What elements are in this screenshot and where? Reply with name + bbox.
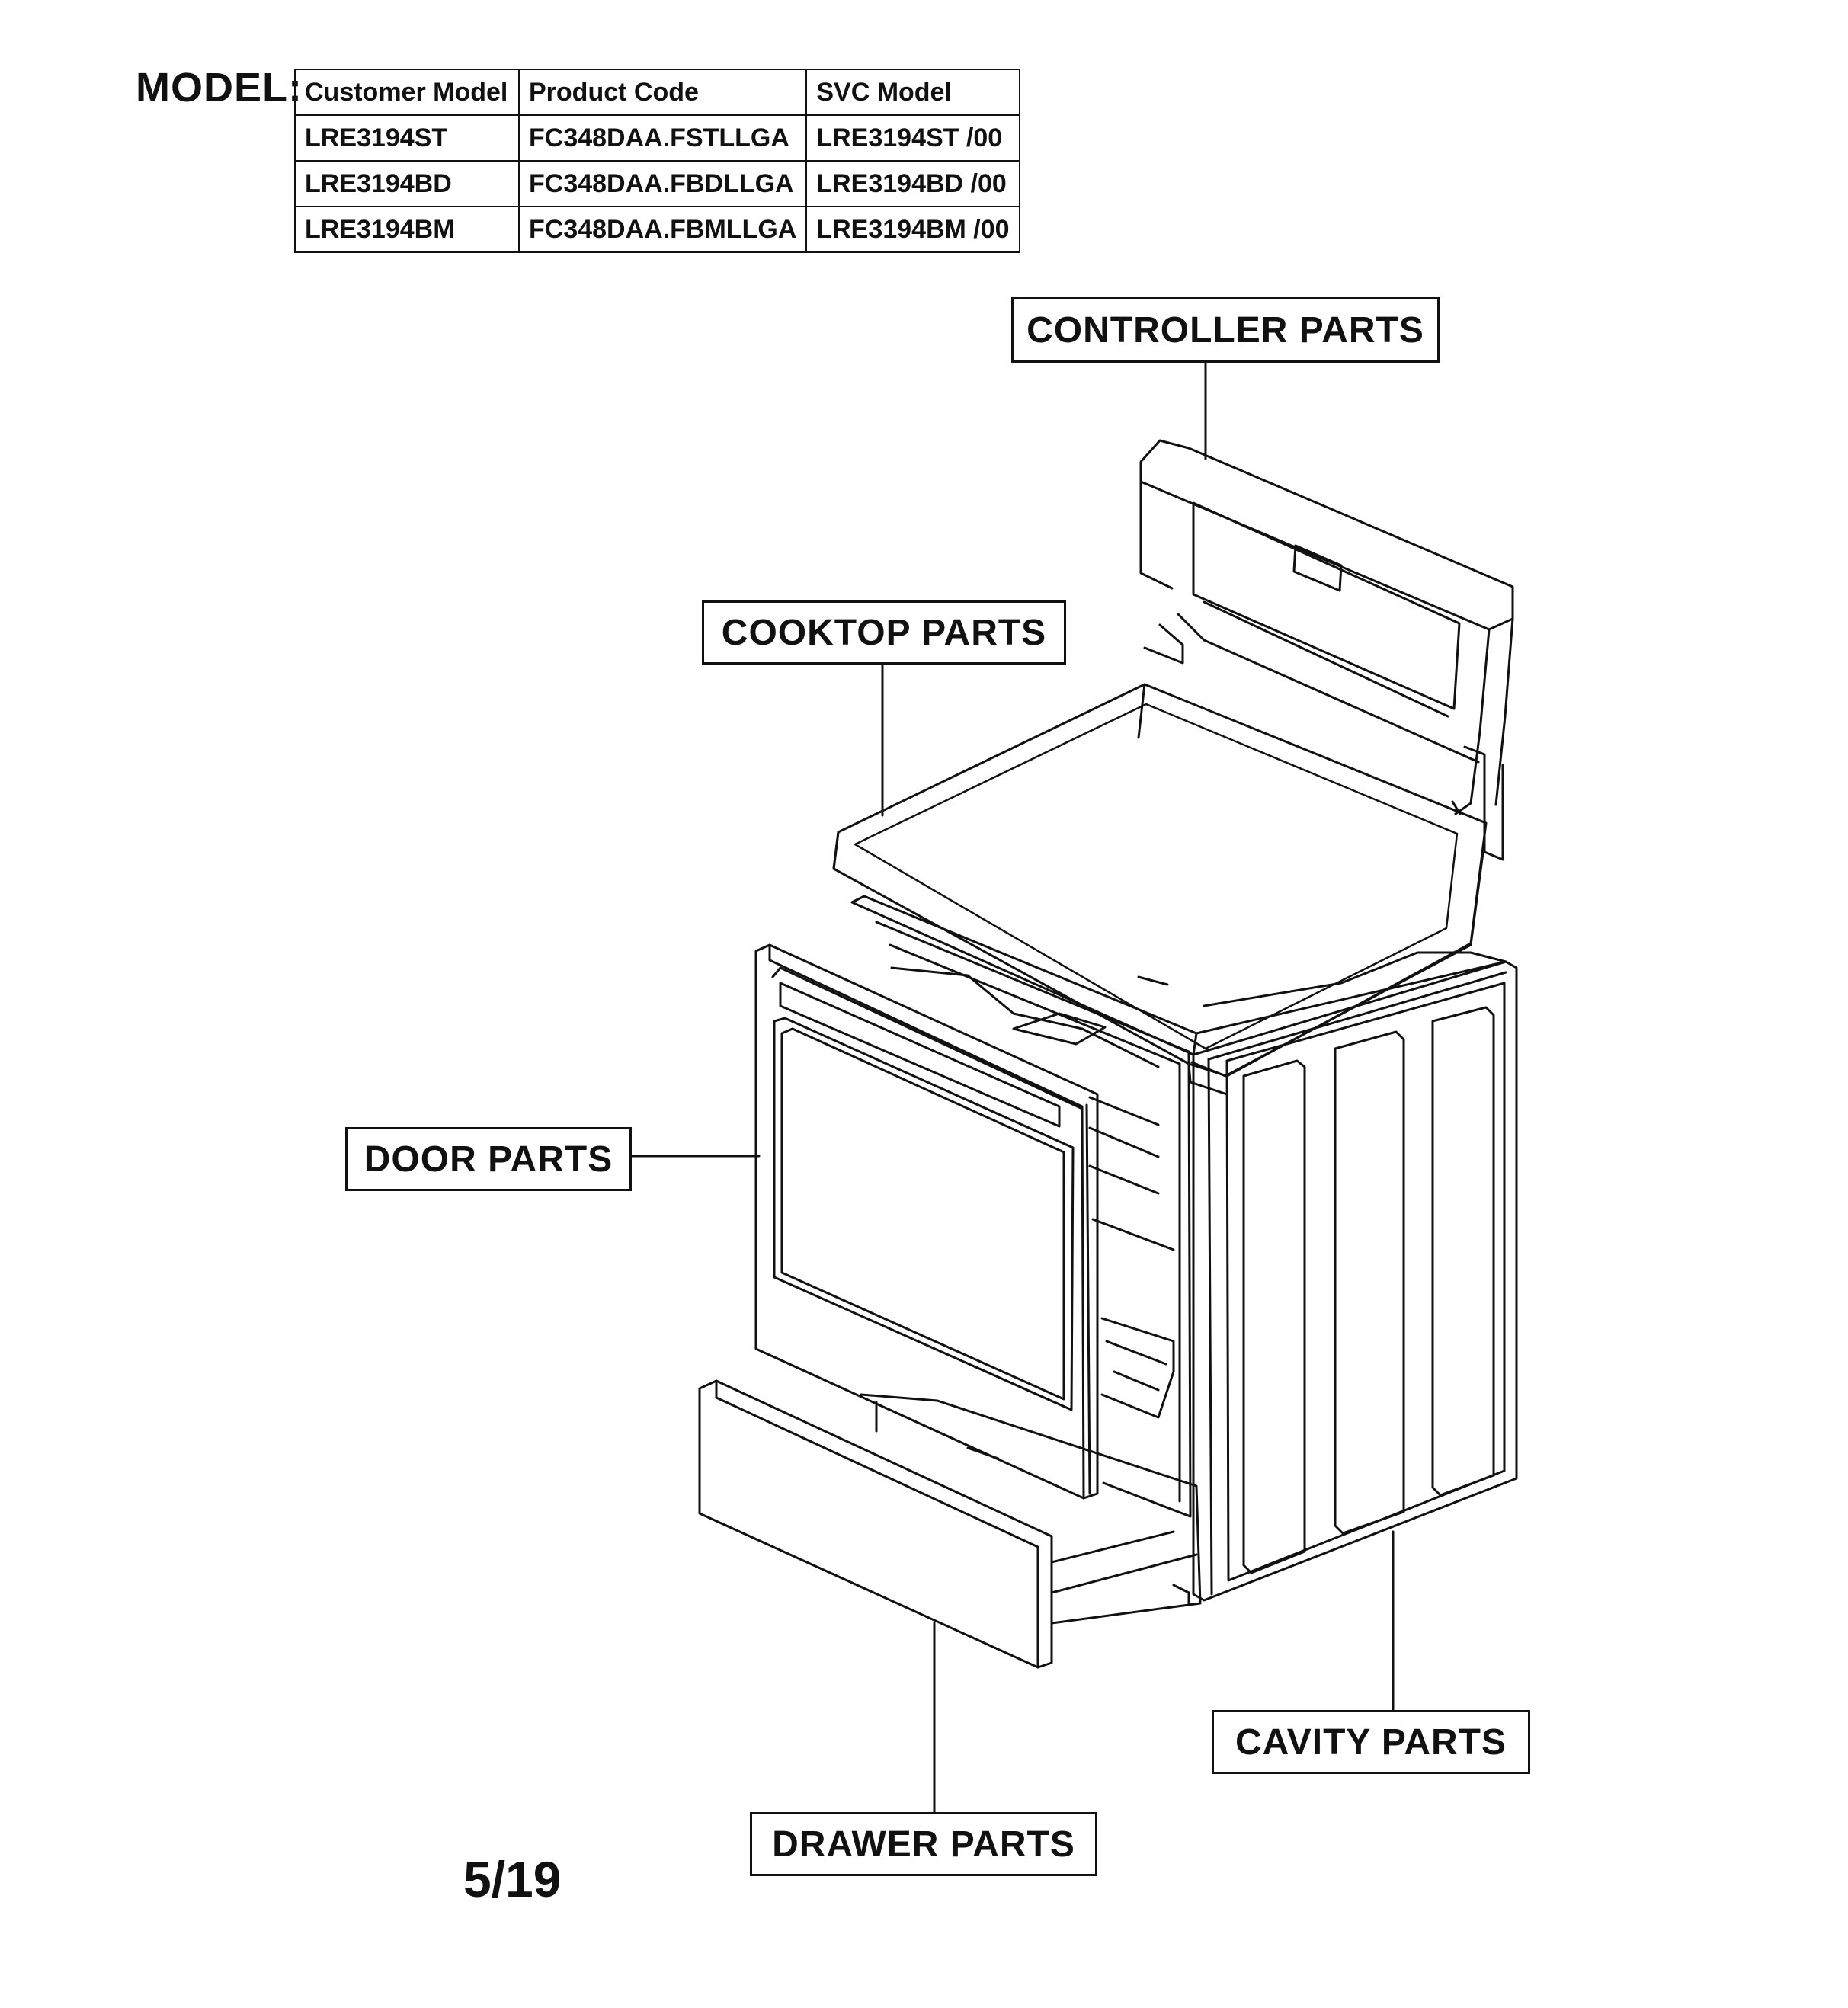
cavity-parts-callout[interactable]: CAVITY PARTS (1212, 1710, 1530, 1774)
table-cell: FC348DAA.FBMLLGA (519, 207, 806, 252)
table-cell: LRE3194BD (295, 161, 519, 207)
table-header-cell: SVC Model (806, 69, 1019, 115)
table-cell: LRE3194ST (295, 115, 519, 161)
table-header-cell: Customer Model (295, 69, 519, 115)
drawer-parts-callout[interactable]: DRAWER PARTS (750, 1812, 1097, 1876)
model-label: MODEL: (136, 65, 303, 110)
oven-door (756, 945, 1097, 1498)
page-number: 5/19 (463, 1851, 562, 1907)
table-cell: LRE3194ST /00 (806, 115, 1019, 161)
cooktop-parts-callout[interactable]: COOKTOP PARTS (702, 600, 1066, 665)
controller-backguard (1141, 440, 1513, 860)
table-cell: LRE3194BM (295, 207, 519, 252)
table-cell: FC348DAA.FSTLLGA (519, 115, 806, 161)
table-cell: FC348DAA.FBDLLGA (519, 161, 806, 207)
controller-parts-callout[interactable]: CONTROLLER PARTS (1011, 297, 1440, 363)
cooktop (834, 684, 1486, 1094)
table-header-cell: Product Code (519, 69, 806, 115)
table-cell: LRE3194BM /00 (806, 207, 1019, 252)
cavity-body (852, 896, 1517, 1600)
storage-drawer (700, 1381, 1200, 1667)
door-parts-callout[interactable]: DOOR PARTS (345, 1127, 632, 1191)
table-cell: LRE3194BD /00 (806, 161, 1019, 207)
